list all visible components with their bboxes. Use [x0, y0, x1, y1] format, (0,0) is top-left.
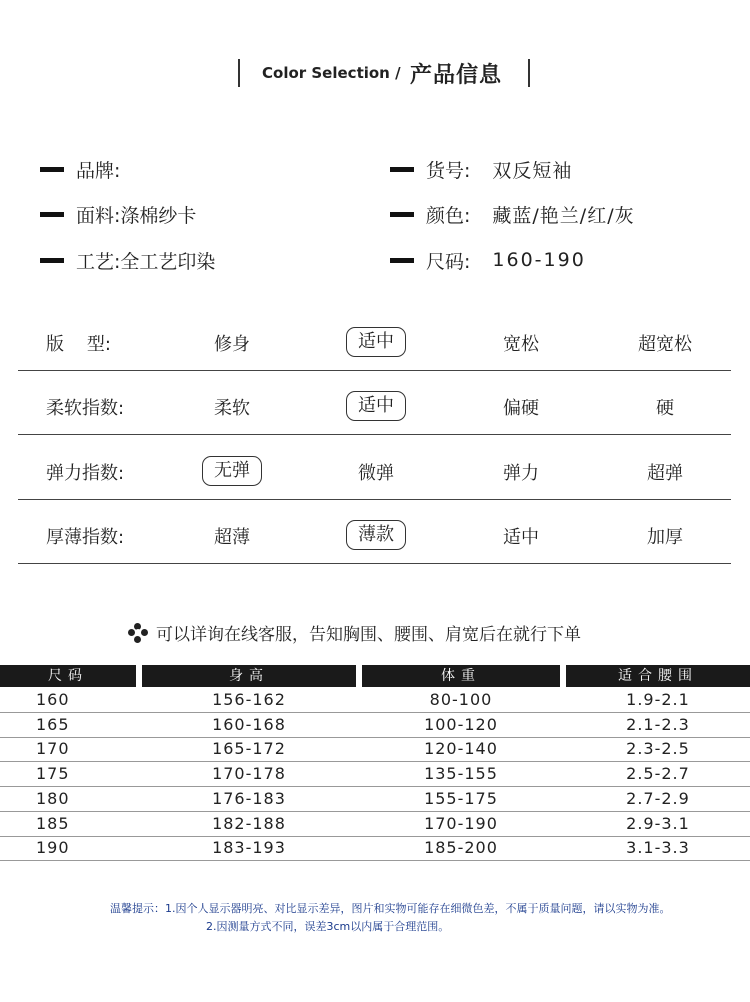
attribute-option: 修身 [214, 334, 250, 355]
attribute-label: 弹力指数: [46, 463, 125, 484]
header-cn-title: 产品信息 [410, 63, 503, 88]
dash-icon [390, 258, 414, 263]
table-cell: 185-200 [424, 838, 498, 858]
flower-icon [128, 623, 148, 643]
attribute-option: 柔软 [214, 398, 250, 419]
table-row [0, 738, 750, 762]
attribute-option: 硬 [656, 398, 674, 419]
attribute-option-selected: 无弹 [202, 456, 262, 486]
table-cell: 2.9-3.1 [626, 813, 690, 833]
table-cell: 185 [36, 813, 70, 833]
info-size [390, 245, 586, 275]
attribute-option: 宽松 [503, 334, 539, 355]
table-cell: 3.1-3.3 [626, 838, 690, 858]
table-cell: 190 [36, 838, 70, 858]
table-cell: 176-183 [212, 788, 286, 808]
dash-icon [390, 212, 414, 217]
info-brand [40, 154, 120, 184]
dash-icon [40, 212, 64, 217]
attribute-option-selected: 适中 [346, 391, 406, 421]
table-cell: 175 [36, 764, 70, 784]
brand-label: 品牌: [76, 159, 121, 182]
info-color [390, 199, 635, 229]
table-cell: 2.7-2.9 [626, 788, 690, 808]
attribute-label: 版 型: [46, 334, 111, 355]
table-cell: 170-190 [424, 813, 498, 833]
tip-line-1: 温馨提示：1.因个人显示器明亮、对比显示差异，图片和实物可能存在细微色差，不属于质量问题，请以实物为准。 [110, 902, 671, 915]
table-header-size: 尺码 [0, 665, 136, 687]
table-header-weight: 体重 [362, 665, 560, 687]
table-row [0, 689, 750, 713]
info-item-no [390, 154, 572, 184]
table-row [0, 763, 750, 787]
table-cell: 80-100 [429, 690, 493, 709]
attribute-row [18, 442, 731, 500]
table-cell: 183-193 [212, 838, 286, 858]
attribute-option: 适中 [503, 527, 539, 548]
attribute-row [18, 506, 731, 564]
table-cell: 182-188 [212, 813, 286, 833]
table-cell: 170 [36, 739, 70, 759]
attribute-option: 偏硬 [503, 398, 539, 419]
attribute-row [18, 313, 731, 371]
size-notice [128, 620, 581, 645]
color-value: 藏蓝/艳兰/红/灰 [492, 204, 635, 227]
table-cell: 165-172 [212, 739, 286, 759]
fabric-value: 涤棉纱卡 [120, 204, 197, 227]
dash-icon [40, 167, 64, 172]
table-cell: 2.3-2.5 [626, 739, 690, 759]
table-row [0, 837, 750, 861]
table-header-height: 身高 [142, 665, 356, 687]
table-cell: 2.5-2.7 [626, 764, 690, 784]
table-cell: 156-162 [212, 690, 286, 709]
tip-line-2: 2.因测量方式不同，误差3cm以内属于合理范围。 [206, 920, 450, 933]
table-cell: 160-168 [212, 714, 286, 734]
color-label: 颜色: [426, 204, 471, 227]
item-no-label: 货号: [426, 159, 471, 182]
attribute-label: 厚薄指数: [46, 527, 125, 548]
table-cell: 120-140 [424, 739, 498, 759]
attribute-option: 超弹 [647, 463, 683, 484]
item-no-value: 双反短袖 [492, 159, 573, 182]
attribute-option: 超薄 [214, 527, 250, 548]
table-row [0, 813, 750, 837]
table-cell: 100-120 [424, 714, 498, 734]
table-row [0, 788, 750, 812]
header-divider-left [238, 59, 240, 87]
header-divider-right [528, 59, 530, 87]
table-cell: 1.9-2.1 [626, 690, 690, 709]
table-cell: 165 [36, 714, 70, 734]
table-cell: 170-178 [212, 764, 286, 784]
attribute-row [18, 377, 731, 435]
attribute-label: 柔软指数: [46, 398, 125, 419]
craft-label: 工艺: [76, 250, 121, 273]
size-value: 160-190 [492, 249, 586, 271]
table-cell: 2.1-2.3 [626, 714, 690, 734]
header-en-title: Color Selection / [262, 64, 401, 82]
table-cell: 160 [36, 690, 70, 709]
size-label: 尺码: [426, 250, 471, 273]
attribute-option: 加厚 [647, 527, 683, 548]
attribute-option: 微弹 [358, 463, 394, 484]
craft-value: 全工艺印染 [120, 250, 216, 273]
table-header-waist: 适合腰围 [566, 665, 750, 687]
info-craft [40, 245, 215, 275]
attribute-option-selected: 薄款 [346, 520, 406, 550]
table-cell: 180 [36, 788, 70, 808]
notice-text: 可以详询在线客服，告知胸围、腰围、肩宽后在就行下单 [156, 625, 581, 645]
dash-icon [390, 167, 414, 172]
fabric-label: 面料: [76, 204, 121, 227]
table-row [0, 714, 750, 738]
table-cell: 155-175 [424, 788, 498, 808]
info-fabric [40, 199, 196, 229]
attribute-option: 弹力 [503, 463, 539, 484]
dash-icon [40, 258, 64, 263]
attribute-option: 超宽松 [638, 334, 692, 355]
table-cell: 135-155 [424, 764, 498, 784]
attribute-option-selected: 适中 [346, 327, 406, 357]
